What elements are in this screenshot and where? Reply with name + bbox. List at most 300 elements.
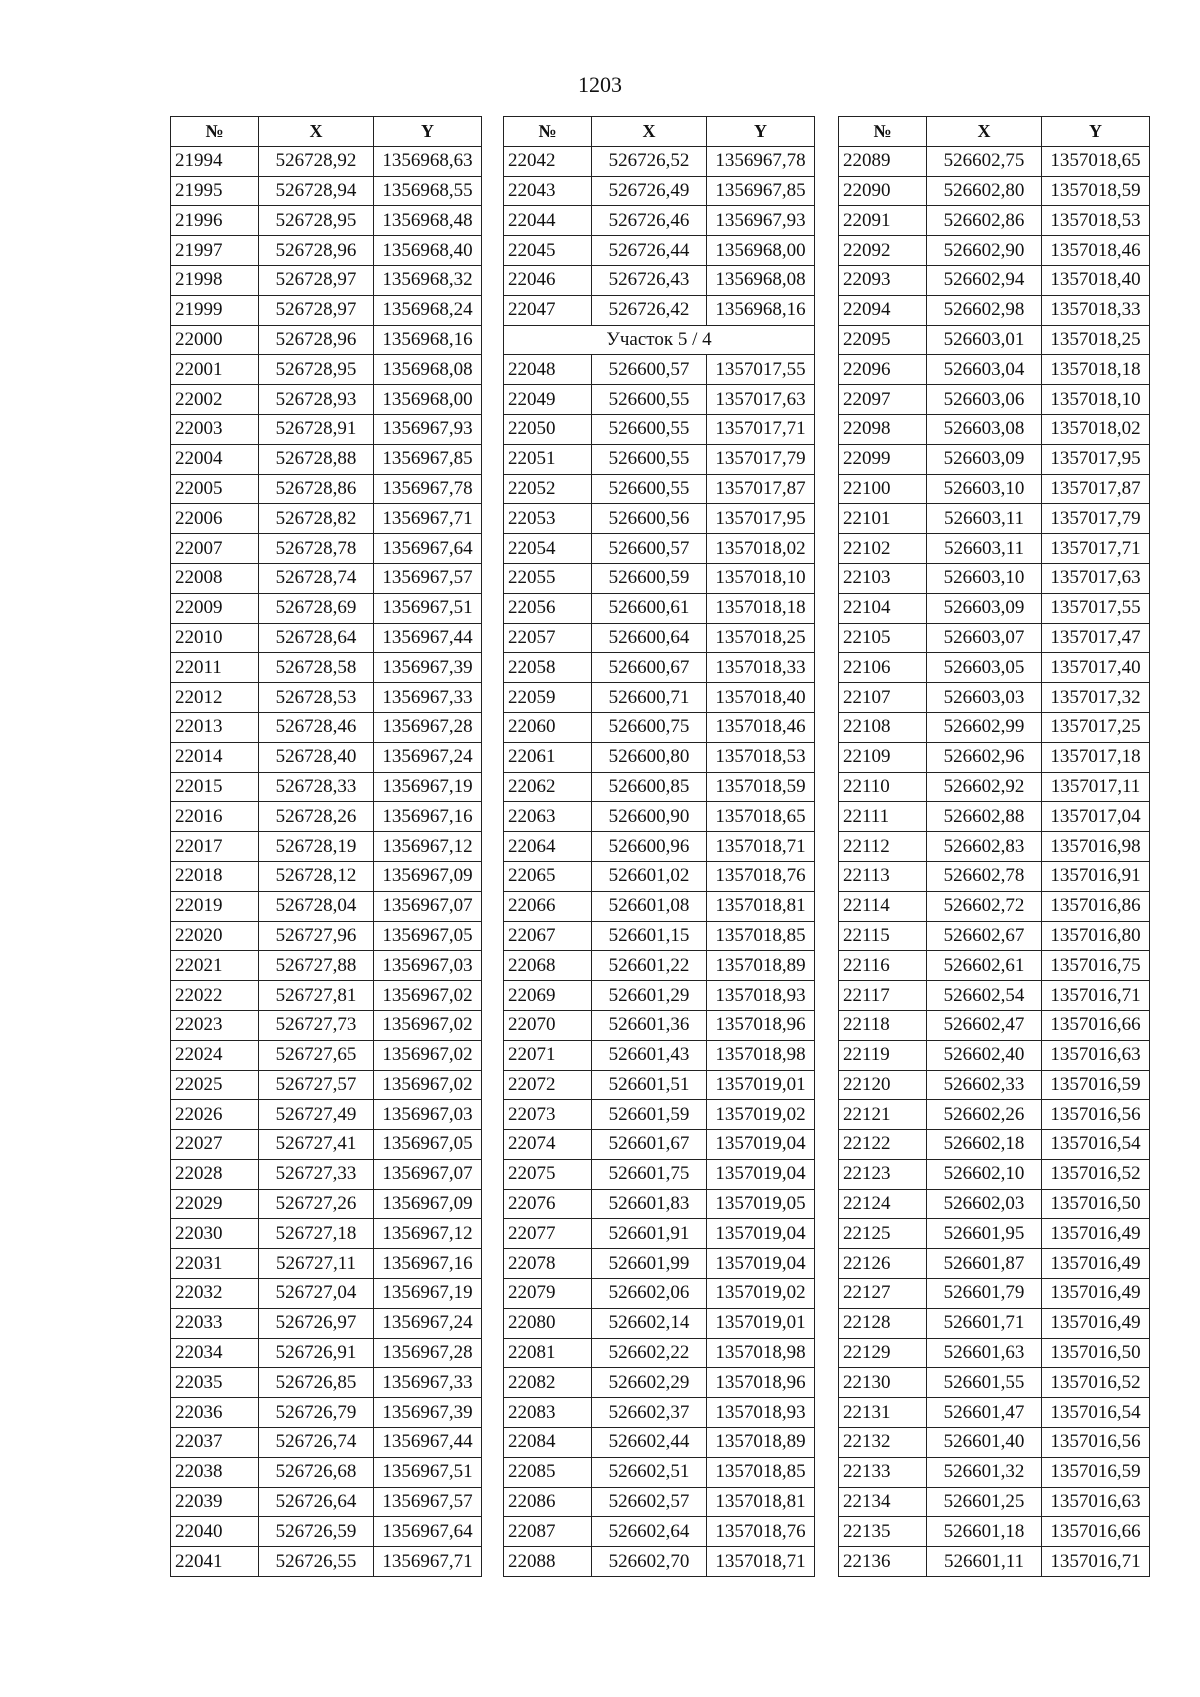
y-coordinate-cell: 1357017,79 xyxy=(707,444,815,474)
table-row xyxy=(171,653,482,683)
y-coordinate-cell: 1357016,49 xyxy=(1042,1249,1150,1279)
table-row xyxy=(504,1308,815,1338)
y-coordinate-cell: 1357017,63 xyxy=(1042,563,1150,593)
y-coordinate-cell: 1356967,33 xyxy=(374,683,482,713)
table-row xyxy=(171,534,482,564)
x-coordinate-cell: 526603,09 xyxy=(927,593,1042,623)
x-coordinate-cell: 526728,88 xyxy=(259,444,374,474)
point-number-cell: 22020 xyxy=(171,921,259,951)
point-number-cell: 21995 xyxy=(171,176,259,206)
point-number-cell: 22042 xyxy=(504,146,592,176)
table-row xyxy=(839,1517,1150,1547)
page-number: 1203 xyxy=(578,72,622,97)
y-coordinate-cell: 1356968,55 xyxy=(374,176,482,206)
point-number-cell: 22068 xyxy=(504,951,592,981)
x-coordinate-cell: 526728,97 xyxy=(259,295,374,325)
y-coordinate-cell: 1356967,16 xyxy=(374,1249,482,1279)
point-number-cell: 22120 xyxy=(839,1070,927,1100)
table-row xyxy=(504,474,815,504)
point-number-cell: 22094 xyxy=(839,295,927,325)
table-body xyxy=(171,146,482,1576)
table-row xyxy=(171,772,482,802)
y-coordinate-cell: 1357016,86 xyxy=(1042,891,1150,921)
table-row xyxy=(171,1398,482,1428)
y-coordinate-cell: 1357018,33 xyxy=(1042,295,1150,325)
y-coordinate-cell: 1357018,96 xyxy=(707,1368,815,1398)
point-number-cell: 22096 xyxy=(839,355,927,385)
table-row xyxy=(839,981,1150,1011)
table-row xyxy=(171,951,482,981)
table-row xyxy=(839,623,1150,653)
point-number-cell: 22017 xyxy=(171,832,259,862)
point-number-cell: 22103 xyxy=(839,563,927,593)
table-row xyxy=(171,1487,482,1517)
table-row xyxy=(504,504,815,534)
table-row xyxy=(504,1040,815,1070)
table-row xyxy=(171,742,482,772)
y-coordinate-cell: 1356967,57 xyxy=(374,1487,482,1517)
x-coordinate-cell: 526601,75 xyxy=(592,1159,707,1189)
y-coordinate-cell: 1357018,65 xyxy=(1042,146,1150,176)
y-coordinate-cell: 1357018,71 xyxy=(707,832,815,862)
point-number-cell: 22069 xyxy=(504,981,592,1011)
point-number-cell: 22104 xyxy=(839,593,927,623)
point-number-cell: 22097 xyxy=(839,385,927,415)
x-coordinate-cell: 526602,75 xyxy=(927,146,1042,176)
table-row xyxy=(171,623,482,653)
table-row xyxy=(171,265,482,295)
y-coordinate-cell: 1356967,02 xyxy=(374,1070,482,1100)
table-row xyxy=(504,444,815,474)
table-row xyxy=(839,861,1150,891)
y-coordinate-cell: 1357016,66 xyxy=(1042,1010,1150,1040)
table-row xyxy=(504,1368,815,1398)
x-coordinate-cell: 526727,18 xyxy=(259,1219,374,1249)
table-row xyxy=(839,236,1150,266)
x-coordinate-cell: 526600,71 xyxy=(592,683,707,713)
y-coordinate-cell: 1357016,98 xyxy=(1042,832,1150,862)
point-number-cell: 22123 xyxy=(839,1159,927,1189)
x-coordinate-cell: 526602,18 xyxy=(927,1130,1042,1160)
table-row xyxy=(504,1517,815,1547)
point-number-cell: 22026 xyxy=(171,1100,259,1130)
table-row xyxy=(504,355,815,385)
x-coordinate-cell: 526600,80 xyxy=(592,742,707,772)
y-coordinate-cell: 1356967,71 xyxy=(374,504,482,534)
x-coordinate-cell: 526603,10 xyxy=(927,563,1042,593)
table-row xyxy=(504,385,815,415)
x-coordinate-cell: 526603,11 xyxy=(927,504,1042,534)
table-row xyxy=(839,295,1150,325)
point-number-cell: 22099 xyxy=(839,444,927,474)
y-coordinate-cell: 1357016,49 xyxy=(1042,1308,1150,1338)
point-number-cell: 22073 xyxy=(504,1100,592,1130)
table-row xyxy=(839,951,1150,981)
point-number-cell: 22006 xyxy=(171,504,259,534)
y-coordinate-cell: 1357018,46 xyxy=(1042,236,1150,266)
point-number-cell: 22046 xyxy=(504,265,592,295)
table-row xyxy=(839,1338,1150,1368)
table-row xyxy=(171,1547,482,1577)
coordinates-table-1 xyxy=(170,116,482,1577)
point-number-cell: 22105 xyxy=(839,623,927,653)
y-coordinate-cell: 1357016,75 xyxy=(1042,951,1150,981)
point-number-cell: 22110 xyxy=(839,772,927,802)
y-coordinate-cell: 1357018,40 xyxy=(1042,265,1150,295)
table-row xyxy=(171,414,482,444)
point-number-cell: 22082 xyxy=(504,1368,592,1398)
table-row xyxy=(839,1219,1150,1249)
x-coordinate-cell: 526602,51 xyxy=(592,1457,707,1487)
y-coordinate-cell: 1357017,47 xyxy=(1042,623,1150,653)
table-row xyxy=(839,504,1150,534)
y-coordinate-cell: 1356968,32 xyxy=(374,265,482,295)
header-x: X xyxy=(927,117,1042,147)
y-coordinate-cell: 1357016,54 xyxy=(1042,1130,1150,1160)
x-coordinate-cell: 526728,92 xyxy=(259,146,374,176)
point-number-cell: 22135 xyxy=(839,1517,927,1547)
table-row xyxy=(839,832,1150,862)
point-number-cell: 22101 xyxy=(839,504,927,534)
x-coordinate-cell: 526728,53 xyxy=(259,683,374,713)
point-number-cell: 22113 xyxy=(839,861,927,891)
x-coordinate-cell: 526602,64 xyxy=(592,1517,707,1547)
x-coordinate-cell: 526602,88 xyxy=(927,802,1042,832)
y-coordinate-cell: 1357018,25 xyxy=(1042,325,1150,355)
x-coordinate-cell: 526727,04 xyxy=(259,1279,374,1309)
y-coordinate-cell: 1357016,49 xyxy=(1042,1219,1150,1249)
point-number-cell: 22070 xyxy=(504,1010,592,1040)
table-row xyxy=(171,1159,482,1189)
x-coordinate-cell: 526602,61 xyxy=(927,951,1042,981)
y-coordinate-cell: 1356967,03 xyxy=(374,1100,482,1130)
point-number-cell: 22118 xyxy=(839,1010,927,1040)
table-row xyxy=(504,1457,815,1487)
point-number-cell: 22116 xyxy=(839,951,927,981)
y-coordinate-cell: 1356967,51 xyxy=(374,1457,482,1487)
table-row xyxy=(171,1338,482,1368)
table-row xyxy=(504,1338,815,1368)
table-row xyxy=(171,593,482,623)
y-coordinate-cell: 1357018,98 xyxy=(707,1040,815,1070)
point-number-cell: 22031 xyxy=(171,1249,259,1279)
point-number-cell: 22067 xyxy=(504,921,592,951)
point-number-cell: 22038 xyxy=(171,1457,259,1487)
y-coordinate-cell: 1357019,04 xyxy=(707,1130,815,1160)
y-coordinate-cell: 1356967,24 xyxy=(374,742,482,772)
table-row xyxy=(171,861,482,891)
y-coordinate-cell: 1356968,00 xyxy=(374,385,482,415)
x-coordinate-cell: 526728,40 xyxy=(259,742,374,772)
point-number-cell: 22062 xyxy=(504,772,592,802)
x-coordinate-cell: 526726,91 xyxy=(259,1338,374,1368)
x-coordinate-cell: 526602,44 xyxy=(592,1428,707,1458)
table-row xyxy=(839,1010,1150,1040)
table-row xyxy=(839,1368,1150,1398)
y-coordinate-cell: 1356967,85 xyxy=(707,176,815,206)
x-coordinate-cell: 526601,71 xyxy=(927,1308,1042,1338)
point-number-cell: 22016 xyxy=(171,802,259,832)
y-coordinate-cell: 1357016,66 xyxy=(1042,1517,1150,1547)
x-coordinate-cell: 526601,36 xyxy=(592,1010,707,1040)
table-row xyxy=(839,355,1150,385)
y-coordinate-cell: 1357018,89 xyxy=(707,1428,815,1458)
y-coordinate-cell: 1357018,96 xyxy=(707,1010,815,1040)
table-row xyxy=(171,802,482,832)
table-row xyxy=(504,1130,815,1160)
table-row xyxy=(504,176,815,206)
point-number-cell: 22106 xyxy=(839,653,927,683)
table-row xyxy=(171,1070,482,1100)
y-coordinate-cell: 1357017,11 xyxy=(1042,772,1150,802)
point-number-cell: 22033 xyxy=(171,1308,259,1338)
x-coordinate-cell: 526601,79 xyxy=(927,1279,1042,1309)
y-coordinate-cell: 1356968,00 xyxy=(707,236,815,266)
point-number-cell: 22075 xyxy=(504,1159,592,1189)
y-coordinate-cell: 1356968,24 xyxy=(374,295,482,325)
table-row xyxy=(171,385,482,415)
point-number-cell: 22072 xyxy=(504,1070,592,1100)
point-number-cell: 22063 xyxy=(504,802,592,832)
table-row xyxy=(171,1219,482,1249)
x-coordinate-cell: 526728,64 xyxy=(259,623,374,653)
table-row xyxy=(839,1100,1150,1130)
y-coordinate-cell: 1356967,05 xyxy=(374,1130,482,1160)
x-coordinate-cell: 526728,12 xyxy=(259,861,374,891)
x-coordinate-cell: 526728,86 xyxy=(259,474,374,504)
table-header-row xyxy=(171,117,482,147)
y-coordinate-cell: 1357018,85 xyxy=(707,1457,815,1487)
point-number-cell: 22065 xyxy=(504,861,592,891)
header-number: № xyxy=(171,117,259,147)
table-row xyxy=(839,712,1150,742)
point-number-cell: 22087 xyxy=(504,1517,592,1547)
x-coordinate-cell: 526600,96 xyxy=(592,832,707,862)
y-coordinate-cell: 1357018,10 xyxy=(707,563,815,593)
table-row xyxy=(839,1189,1150,1219)
table-row xyxy=(839,1159,1150,1189)
y-coordinate-cell: 1357016,56 xyxy=(1042,1428,1150,1458)
x-coordinate-cell: 526600,55 xyxy=(592,414,707,444)
point-number-cell: 22086 xyxy=(504,1487,592,1517)
point-number-cell: 22040 xyxy=(171,1517,259,1547)
point-number-cell: 22018 xyxy=(171,861,259,891)
y-coordinate-cell: 1357018,46 xyxy=(707,712,815,742)
table-row xyxy=(504,1249,815,1279)
y-coordinate-cell: 1356967,51 xyxy=(374,593,482,623)
y-coordinate-cell: 1357019,05 xyxy=(707,1189,815,1219)
y-coordinate-cell: 1356968,08 xyxy=(374,355,482,385)
x-coordinate-cell: 526728,04 xyxy=(259,891,374,921)
y-coordinate-cell: 1356967,07 xyxy=(374,1159,482,1189)
table-row xyxy=(839,802,1150,832)
x-coordinate-cell: 526602,54 xyxy=(927,981,1042,1011)
x-coordinate-cell: 526600,75 xyxy=(592,712,707,742)
y-coordinate-cell: 1357016,56 xyxy=(1042,1100,1150,1130)
point-number-cell: 22122 xyxy=(839,1130,927,1160)
point-number-cell: 22049 xyxy=(504,385,592,415)
table-row xyxy=(504,1487,815,1517)
y-coordinate-cell: 1357018,02 xyxy=(707,534,815,564)
x-coordinate-cell: 526602,70 xyxy=(592,1547,707,1577)
point-number-cell: 22021 xyxy=(171,951,259,981)
table-row xyxy=(504,1219,815,1249)
y-coordinate-cell: 1356967,02 xyxy=(374,1040,482,1070)
x-coordinate-cell: 526600,64 xyxy=(592,623,707,653)
x-coordinate-cell: 526600,55 xyxy=(592,385,707,415)
table-row xyxy=(171,1010,482,1040)
table-row xyxy=(839,593,1150,623)
y-coordinate-cell: 1357016,50 xyxy=(1042,1189,1150,1219)
x-coordinate-cell: 526728,97 xyxy=(259,265,374,295)
y-coordinate-cell: 1357017,71 xyxy=(707,414,815,444)
y-coordinate-cell: 1357019,02 xyxy=(707,1279,815,1309)
y-coordinate-cell: 1357018,53 xyxy=(1042,206,1150,236)
point-number-cell: 22052 xyxy=(504,474,592,504)
point-number-cell: 22083 xyxy=(504,1398,592,1428)
y-coordinate-cell: 1357016,52 xyxy=(1042,1159,1150,1189)
y-coordinate-cell: 1357018,76 xyxy=(707,861,815,891)
point-number-cell: 22131 xyxy=(839,1398,927,1428)
y-coordinate-cell: 1356967,93 xyxy=(707,206,815,236)
y-coordinate-cell: 1357019,04 xyxy=(707,1159,815,1189)
point-number-cell: 22024 xyxy=(171,1040,259,1070)
table-row xyxy=(504,1279,815,1309)
x-coordinate-cell: 526600,90 xyxy=(592,802,707,832)
point-number-cell: 22028 xyxy=(171,1159,259,1189)
table-row xyxy=(171,295,482,325)
y-coordinate-cell: 1356967,12 xyxy=(374,832,482,862)
x-coordinate-cell: 526727,96 xyxy=(259,921,374,951)
x-coordinate-cell: 526602,26 xyxy=(927,1100,1042,1130)
y-coordinate-cell: 1357017,55 xyxy=(707,355,815,385)
table-header-row xyxy=(504,117,815,147)
x-coordinate-cell: 526600,57 xyxy=(592,534,707,564)
x-coordinate-cell: 526602,80 xyxy=(927,176,1042,206)
point-number-cell: 21998 xyxy=(171,265,259,295)
table-row xyxy=(171,891,482,921)
table-row xyxy=(171,176,482,206)
table-row xyxy=(839,206,1150,236)
x-coordinate-cell: 526727,41 xyxy=(259,1130,374,1160)
table-row xyxy=(171,146,482,176)
table-row xyxy=(171,504,482,534)
x-coordinate-cell: 526727,81 xyxy=(259,981,374,1011)
table-row xyxy=(504,1010,815,1040)
y-coordinate-cell: 1357016,59 xyxy=(1042,1457,1150,1487)
x-coordinate-cell: 526728,69 xyxy=(259,593,374,623)
table-row xyxy=(504,1159,815,1189)
x-coordinate-cell: 526726,44 xyxy=(592,236,707,266)
y-coordinate-cell: 1357018,33 xyxy=(707,653,815,683)
point-number-cell: 22128 xyxy=(839,1308,927,1338)
y-coordinate-cell: 1356967,28 xyxy=(374,1338,482,1368)
y-coordinate-cell: 1357016,49 xyxy=(1042,1279,1150,1309)
x-coordinate-cell: 526602,98 xyxy=(927,295,1042,325)
point-number-cell: 22059 xyxy=(504,683,592,713)
y-coordinate-cell: 1357016,71 xyxy=(1042,981,1150,1011)
header-y: Y xyxy=(1042,117,1150,147)
x-coordinate-cell: 526601,83 xyxy=(592,1189,707,1219)
point-number-cell: 22079 xyxy=(504,1279,592,1309)
y-coordinate-cell: 1357016,52 xyxy=(1042,1368,1150,1398)
x-coordinate-cell: 526601,47 xyxy=(927,1398,1042,1428)
y-coordinate-cell: 1357017,18 xyxy=(1042,742,1150,772)
x-coordinate-cell: 526728,46 xyxy=(259,712,374,742)
y-coordinate-cell: 1357016,80 xyxy=(1042,921,1150,951)
x-coordinate-cell: 526728,93 xyxy=(259,385,374,415)
y-coordinate-cell: 1357018,81 xyxy=(707,1487,815,1517)
point-number-cell: 22129 xyxy=(839,1338,927,1368)
x-coordinate-cell: 526602,96 xyxy=(927,742,1042,772)
x-coordinate-cell: 526601,59 xyxy=(592,1100,707,1130)
point-number-cell: 22132 xyxy=(839,1428,927,1458)
x-coordinate-cell: 526727,33 xyxy=(259,1159,374,1189)
point-number-cell: 22081 xyxy=(504,1338,592,1368)
x-coordinate-cell: 526602,99 xyxy=(927,712,1042,742)
x-coordinate-cell: 526601,29 xyxy=(592,981,707,1011)
y-coordinate-cell: 1357018,25 xyxy=(707,623,815,653)
point-number-cell: 22095 xyxy=(839,325,927,355)
point-number-cell: 22130 xyxy=(839,1368,927,1398)
x-coordinate-cell: 526727,11 xyxy=(259,1249,374,1279)
table-row xyxy=(504,206,815,236)
point-number-cell: 22048 xyxy=(504,355,592,385)
table-row xyxy=(171,1100,482,1130)
x-coordinate-cell: 526600,85 xyxy=(592,772,707,802)
point-number-cell: 22058 xyxy=(504,653,592,683)
x-coordinate-cell: 526728,78 xyxy=(259,534,374,564)
y-coordinate-cell: 1356968,08 xyxy=(707,265,815,295)
point-number-cell: 22102 xyxy=(839,534,927,564)
table-row xyxy=(504,1100,815,1130)
header-x: X xyxy=(592,117,707,147)
x-coordinate-cell: 526727,73 xyxy=(259,1010,374,1040)
point-number-cell: 22074 xyxy=(504,1130,592,1160)
table-body xyxy=(839,146,1150,1576)
x-coordinate-cell: 526601,22 xyxy=(592,951,707,981)
point-number-cell: 22022 xyxy=(171,981,259,1011)
x-coordinate-cell: 526602,29 xyxy=(592,1368,707,1398)
point-number-cell: 22011 xyxy=(171,653,259,683)
x-coordinate-cell: 526726,52 xyxy=(592,146,707,176)
y-coordinate-cell: 1357018,18 xyxy=(1042,355,1150,385)
point-number-cell: 22078 xyxy=(504,1249,592,1279)
table-row xyxy=(171,1249,482,1279)
y-coordinate-cell: 1357018,71 xyxy=(707,1547,815,1577)
point-number-cell: 22051 xyxy=(504,444,592,474)
point-number-cell: 22005 xyxy=(171,474,259,504)
table-row xyxy=(839,474,1150,504)
point-number-cell: 22121 xyxy=(839,1100,927,1130)
x-coordinate-cell: 526600,61 xyxy=(592,593,707,623)
x-coordinate-cell: 526728,33 xyxy=(259,772,374,802)
point-number-cell: 22032 xyxy=(171,1279,259,1309)
point-number-cell: 22057 xyxy=(504,623,592,653)
y-coordinate-cell: 1357018,59 xyxy=(707,772,815,802)
y-coordinate-cell: 1357019,04 xyxy=(707,1219,815,1249)
y-coordinate-cell: 1356967,39 xyxy=(374,1398,482,1428)
x-coordinate-cell: 526601,63 xyxy=(927,1338,1042,1368)
header-number: № xyxy=(839,117,927,147)
table-body xyxy=(504,146,815,1576)
point-number-cell: 22111 xyxy=(839,802,927,832)
x-coordinate-cell: 526602,33 xyxy=(927,1070,1042,1100)
y-coordinate-cell: 1356967,09 xyxy=(374,861,482,891)
x-coordinate-cell: 526727,88 xyxy=(259,951,374,981)
x-coordinate-cell: 526603,05 xyxy=(927,653,1042,683)
table-row xyxy=(504,921,815,951)
